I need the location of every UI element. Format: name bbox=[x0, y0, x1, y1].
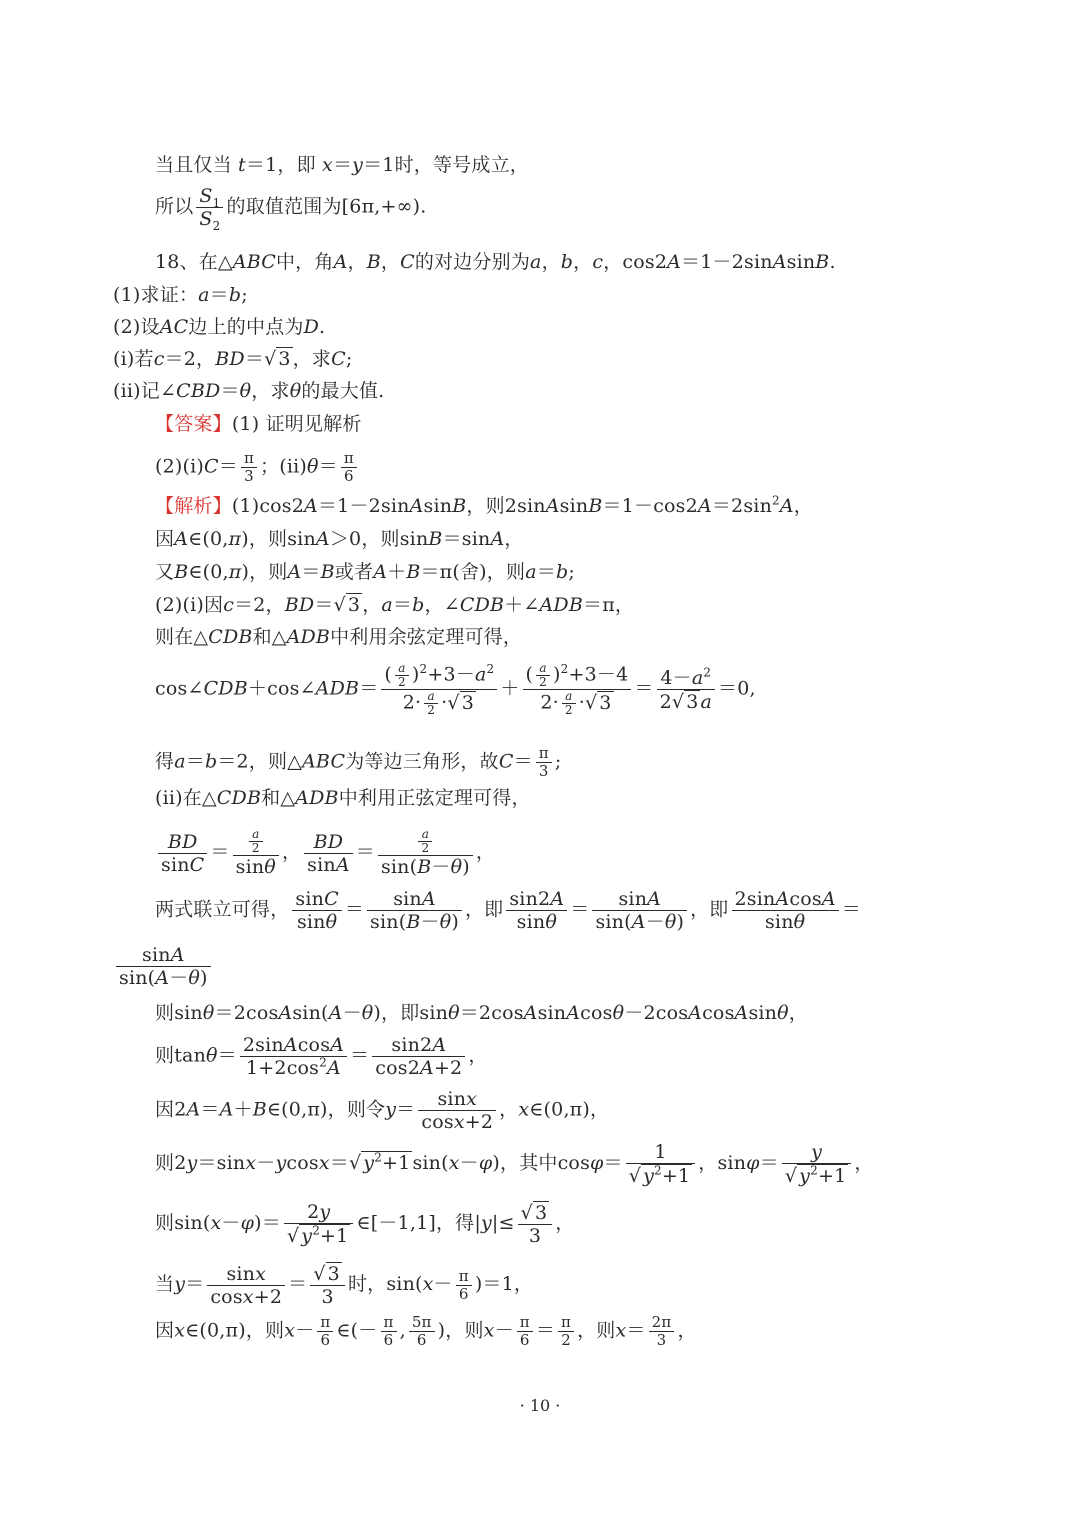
solution-line-8: (ii)在△CDB和△ADB中利用正弦定理可得， bbox=[155, 787, 531, 809]
problem-part-1: (1)求证：a＝b; bbox=[113, 284, 248, 306]
substitution-line: 因2A＝A＋B∈(0,π)，则令y＝ $\frac{\sin x}{\cos x+2}$ ，x∈(0,π)， bbox=[155, 1088, 610, 1133]
sine-law-equations: $\frac{BD}{\sin C}$ ＝ $\frac{\frac{a}{2}}{\sin\theta}$ ， $\frac{BD}{\sin A}$ ＝ $\frac{\frac{a}{2}}{\sin(B-\theta)}$ ， bbox=[155, 828, 495, 878]
final-solution-line: 因x∈(0,π)，则x－ $\frac{\pi}{6}$ ∈(－ $\frac{\pi}{6}$ , $\frac{5\pi}{6}$ )，则x－ $\frac{\pi}{6}$ ＝ $\frac{\pi}{2}$ ，则x＝ $\frac{2\pi}{3}$ ， bbox=[155, 1313, 697, 1349]
solution-line-3: 又B∈(0,π)，则A＝B或者A＋B＝π(舍)，则a＝b; bbox=[155, 561, 575, 583]
solution-tag: 【解析】 bbox=[155, 495, 232, 517]
cosine-law-equation: cos∠CDB＋cos∠ADB＝ ( $\frac{a}{2}$ )$^2+3-a^2$ 2· $\frac{a}{2}$ ·√ 3 ＋ ( $\frac{a}{2}$ )$^2$+3－4 2· $\frac{a}{2}$ ·√ 3 ＝ $\frac{4-a^2}{2√ 3 a}$ ＝0, bbox=[155, 661, 756, 717]
combined-equation-line: 两式联立可得， $\frac{\sin C}{\sin\theta}$ ＝ $\frac{\sin A}{\sin(B-\theta)}$ ，即 $\frac{\sin 2A}{\sin\theta}$ ＝ $\frac{\sin A}{\sin(A-\theta)}$ ，即 $\frac{\text{2sinAcosA}}{\sin\theta}$ ＝ bbox=[155, 888, 861, 933]
range-bound-line: 则sin(x－φ)＝ $\frac{2y}{√ y^2+1}$ ∈[－1,1]，得|y|≤ $\frac{√ 3}{3}$ ， bbox=[155, 1201, 575, 1247]
solution-line-1: 【解析】 (1)cos2A＝1－2sinAsinB，则$2sinAsinB=1-\cos 2A=2\sin^2A$， bbox=[155, 493, 813, 517]
solution-line-7: 得a＝b＝2，则△ABC为等边三角形，故C＝ $\frac{\pi}{3}$ ; bbox=[155, 744, 562, 780]
answer-tag: 【答案】 bbox=[155, 413, 232, 435]
solution-line-12: 则sinθ＝2cosAsin(A－θ)，即sinθ＝2cosAsinAcosθ－2cosAcosAsinθ， bbox=[155, 1002, 808, 1024]
answer-line-2: (2)(i)C＝ $\frac{\pi}{3}$ ；(ii)θ＝ $\frac{\pi}{6}$ bbox=[155, 450, 360, 485]
tan-theta-equation: 则tanθ＝ $\frac{\text{2sinAcosA}}{1+2\cos^2A}$ ＝ $\frac{\sin 2A}{\cos 2A+2}$ ， bbox=[155, 1034, 488, 1079]
text-line-2: 所以 $\frac{S_1}{S_2}$ 的取值范围为[6π,+∞). bbox=[155, 185, 427, 233]
auxiliary-angle-line: 则2y＝sinx－ycosx＝√ $y^2+1$ sin(x－φ)，其中cosφ＝ $\frac{1}{√ y^2+1}$ ，sinφ＝ $\frac{y}{√ y^2+1}$ ， bbox=[155, 1141, 874, 1187]
problem-part-2: (2)设AC边上的中点为D. bbox=[113, 316, 326, 338]
page-number: · 10 · bbox=[519, 1396, 561, 1415]
answer-line-1 bbox=[155, 412, 362, 436]
problem-part-2-ii: (ii)记∠CBD＝θ，求θ的最大值. bbox=[113, 380, 385, 402]
combined-equation-continued: $\frac{\sin A}{\sin(A-\theta)}$ bbox=[113, 944, 214, 989]
text-line-1: 当且仅当 t＝1，即 x＝y＝1时，等号成立， bbox=[155, 154, 529, 176]
solution-line-5: 则在△CDB和△ADB中利用余弦定理可得， bbox=[155, 626, 523, 648]
problem-18-stem: 18、在△ABC中，角A，B，C的对边分别为a，b，c，cos2A＝1－2sinAsinB. bbox=[155, 251, 836, 273]
answer-text-1: (1) 证明见解析 bbox=[231, 413, 362, 435]
problem-part-2-i: (i)若c＝2，BD＝√ 3 ，求C; bbox=[113, 348, 353, 370]
solution-line-4: (2)(i)因c＝2，BD＝√ 3 ，a＝b，∠CDB＋∠ADB＝π， bbox=[155, 594, 635, 616]
equality-condition-line: 当y＝ $\frac{\sin x}{\cos x+2}$ ＝ $\frac{√ 3}{3}$ 时，sin(x－ $\frac{\pi}{6}$ )＝1， bbox=[155, 1262, 534, 1308]
solution-line-2: 因A∈(0,π)，则sinA＞0，则sinB＝sinA， bbox=[155, 528, 524, 550]
